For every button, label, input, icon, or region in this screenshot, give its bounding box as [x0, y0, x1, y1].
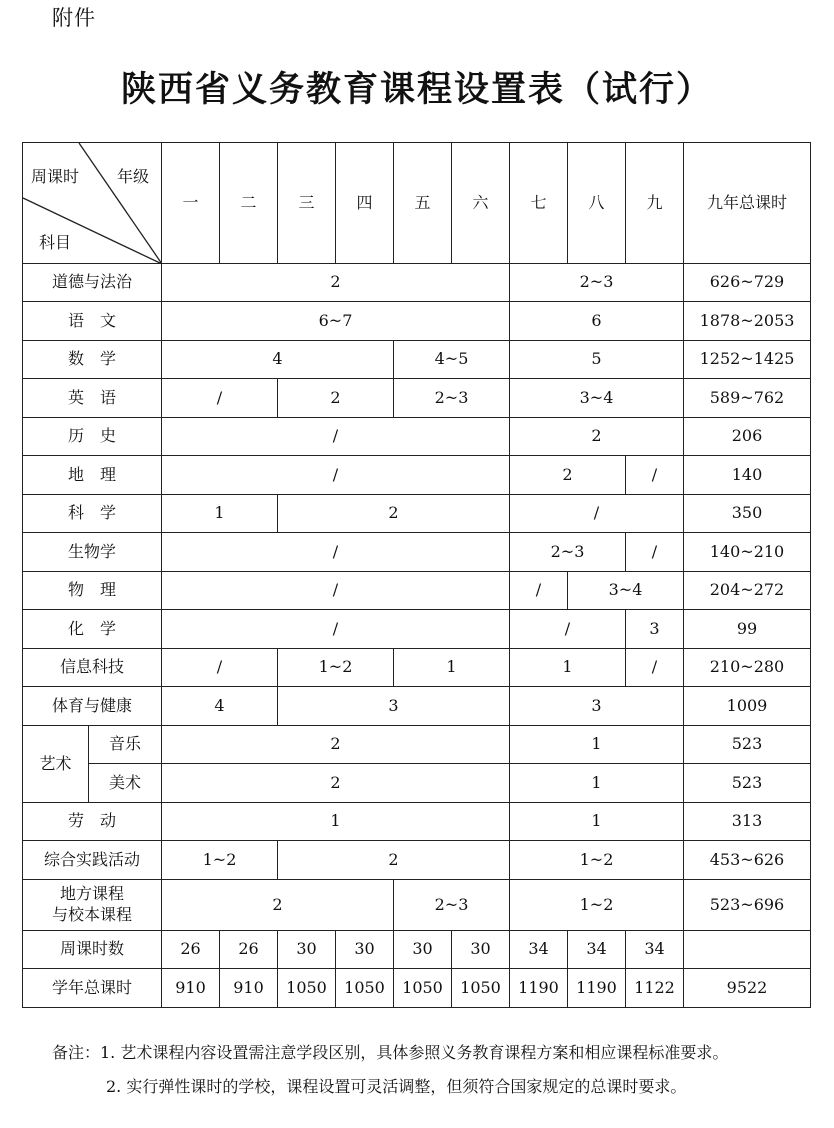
table-cell: 3~4	[568, 572, 684, 610]
table-cell: 1050	[394, 969, 452, 1008]
subject-label-line-1: 地方课程	[59, 884, 124, 904]
grade-2-header: 二	[220, 143, 278, 264]
notes	[52, 1040, 792, 1100]
attachment-label: 附件	[52, 6, 96, 30]
table-cell: 1~2	[510, 880, 684, 931]
total-cell: 313	[684, 803, 811, 841]
table-row	[23, 649, 811, 687]
table-cell: 30	[394, 931, 452, 969]
table-cell: 2~3	[394, 880, 510, 931]
subject-label: 地 理	[23, 456, 162, 495]
corner-weekly-label: 周课时	[31, 167, 80, 186]
subject-label	[23, 880, 162, 931]
total-cell	[684, 931, 811, 969]
sub-subject-label: 美术	[89, 764, 162, 803]
total-cell: 523	[684, 764, 811, 803]
total-cell: 99	[684, 610, 811, 649]
table-row	[23, 610, 811, 649]
table-cell: /	[510, 610, 626, 649]
header-row	[23, 143, 811, 264]
total-cell: 206	[684, 418, 811, 456]
table-cell: 3~4	[510, 379, 684, 418]
table-cell: 1	[394, 649, 510, 687]
table-row	[23, 764, 811, 803]
table-cell: 26	[162, 931, 220, 969]
subject-label: 道德与法治	[23, 264, 162, 302]
table-row	[23, 456, 811, 495]
table-cell: 2	[162, 264, 510, 302]
table-cell: 1050	[452, 969, 510, 1008]
table-cell: 1	[510, 803, 684, 841]
total-cell: 140	[684, 456, 811, 495]
sub-subject-label: 音乐	[89, 726, 162, 764]
table-cell: 1	[162, 495, 278, 533]
subject-label: 信息科技	[23, 649, 162, 687]
table-cell: 2	[162, 764, 510, 803]
table-cell: 1050	[278, 969, 336, 1008]
table-row	[23, 572, 811, 610]
subject-label: 语 文	[23, 302, 162, 341]
table-cell: 3	[278, 687, 510, 726]
table-cell: /	[162, 649, 278, 687]
corner-grade-label: 年级	[117, 167, 150, 186]
course-table	[22, 142, 811, 1008]
table-row	[23, 418, 811, 456]
subject-label: 周课时数	[23, 931, 162, 969]
table-row	[23, 841, 811, 880]
subject-label: 物 理	[23, 572, 162, 610]
table-cell: /	[162, 533, 510, 572]
total-cell: 1878~2053	[684, 302, 811, 341]
subject-label: 化 学	[23, 610, 162, 649]
note-line-1: 备注：1. 艺术课程内容设置需注意学段区别，具体参照义务教育课程方案和相应课程标准要求。	[52, 1043, 729, 1062]
total-hours-header: 九年总课时	[684, 143, 811, 264]
table-cell: 3	[626, 610, 684, 649]
table-cell: 30	[452, 931, 510, 969]
corner-header-cell	[23, 143, 162, 264]
table-cell: /	[162, 418, 510, 456]
grade-1-header: 一	[162, 143, 220, 264]
table-row	[23, 533, 811, 572]
table-cell: 2	[162, 726, 510, 764]
subject-label: 综合实践活动	[23, 841, 162, 880]
table-cell: 4~5	[394, 341, 510, 379]
subject-label: 英 语	[23, 379, 162, 418]
table-cell: 5	[510, 341, 684, 379]
table-cell: 1	[510, 764, 684, 803]
total-cell: 1009	[684, 687, 811, 726]
subject-label-line-2: 与校本课程	[51, 905, 132, 924]
total-cell: 523	[684, 726, 811, 764]
table-cell: /	[510, 495, 684, 533]
subject-label: 数 学	[23, 341, 162, 379]
total-cell: 626~729	[684, 264, 811, 302]
table-cell: /	[162, 456, 510, 495]
table-cell: /	[162, 610, 510, 649]
total-cell: 210~280	[684, 649, 811, 687]
total-cell: 453~626	[684, 841, 811, 880]
subject-label: 学年总课时	[23, 969, 162, 1008]
total-cell: 1252~1425	[684, 341, 811, 379]
table-cell: 1~2	[278, 649, 394, 687]
table-cell: 1190	[510, 969, 568, 1008]
table-cell: 2	[510, 456, 626, 495]
table-cell: 2	[278, 841, 510, 880]
table-cell: 1122	[626, 969, 684, 1008]
table-cell: 2	[510, 418, 684, 456]
subject-label: 科 学	[23, 495, 162, 533]
total-cell: 140~210	[684, 533, 811, 572]
total-cell: 523~696	[684, 880, 811, 931]
grade-4-header: 四	[336, 143, 394, 264]
table-cell: 4	[162, 687, 278, 726]
grade-7-header: 七	[510, 143, 568, 264]
table-row	[23, 264, 811, 302]
table-cell: 1~2	[510, 841, 684, 880]
table-cell: 2	[162, 880, 394, 931]
table-cell: 26	[220, 931, 278, 969]
total-cell: 9522	[684, 969, 811, 1008]
table-cell: /	[510, 572, 568, 610]
table-row	[23, 379, 811, 418]
table-cell: /	[626, 456, 684, 495]
table-cell: /	[626, 533, 684, 572]
table-cell: 910	[220, 969, 278, 1008]
table-cell: 1	[510, 726, 684, 764]
table-cell: 1190	[568, 969, 626, 1008]
note-line-2: 2. 实行弹性课时的学校，课程设置可灵活调整，但须符合国家规定的总课时要求。	[106, 1077, 687, 1096]
yearly-hours-row	[23, 969, 811, 1008]
subject-label-art: 艺术	[23, 726, 89, 803]
table-row	[23, 803, 811, 841]
table-cell: 1	[162, 803, 510, 841]
table-cell: 910	[162, 969, 220, 1008]
table-cell: 2~3	[510, 264, 684, 302]
table-cell: /	[626, 649, 684, 687]
table-row	[23, 302, 811, 341]
total-cell: 589~762	[684, 379, 811, 418]
subject-label: 生物学	[23, 533, 162, 572]
table-row	[23, 687, 811, 726]
table-cell: 3	[510, 687, 684, 726]
table-cell: /	[162, 379, 278, 418]
table-cell: 1	[510, 649, 626, 687]
total-cell: 350	[684, 495, 811, 533]
grade-6-header: 六	[452, 143, 510, 264]
weekly-hours-row	[23, 931, 811, 969]
table-cell: 6	[510, 302, 684, 341]
table-cell: 2~3	[510, 533, 626, 572]
table-cell: 4	[162, 341, 394, 379]
corner-subject-label: 科目	[39, 233, 72, 252]
table-cell: 1050	[336, 969, 394, 1008]
subject-label: 体育与健康	[23, 687, 162, 726]
table-cell: 2	[278, 495, 510, 533]
subject-label: 劳 动	[23, 803, 162, 841]
table-cell: 34	[510, 931, 568, 969]
total-cell: 204~272	[684, 572, 811, 610]
grade-8-header: 八	[568, 143, 626, 264]
table-cell: 2	[278, 379, 394, 418]
table-row	[23, 726, 811, 764]
grade-5-header: 五	[394, 143, 452, 264]
table-cell: 34	[626, 931, 684, 969]
table-cell: 1~2	[162, 841, 278, 880]
page-title: 陕西省义务教育课程设置表（试行）	[120, 70, 713, 110]
table-cell: /	[162, 572, 510, 610]
table-cell: 30	[278, 931, 336, 969]
grade-3-header: 三	[278, 143, 336, 264]
table-cell: 2~3	[394, 379, 510, 418]
subject-label: 历 史	[23, 418, 162, 456]
table-cell: 34	[568, 931, 626, 969]
grade-9-header: 九	[626, 143, 684, 264]
table-row	[23, 880, 811, 931]
table-row	[23, 495, 811, 533]
table-row	[23, 341, 811, 379]
table-cell: 30	[336, 931, 394, 969]
table-cell: 6~7	[162, 302, 510, 341]
